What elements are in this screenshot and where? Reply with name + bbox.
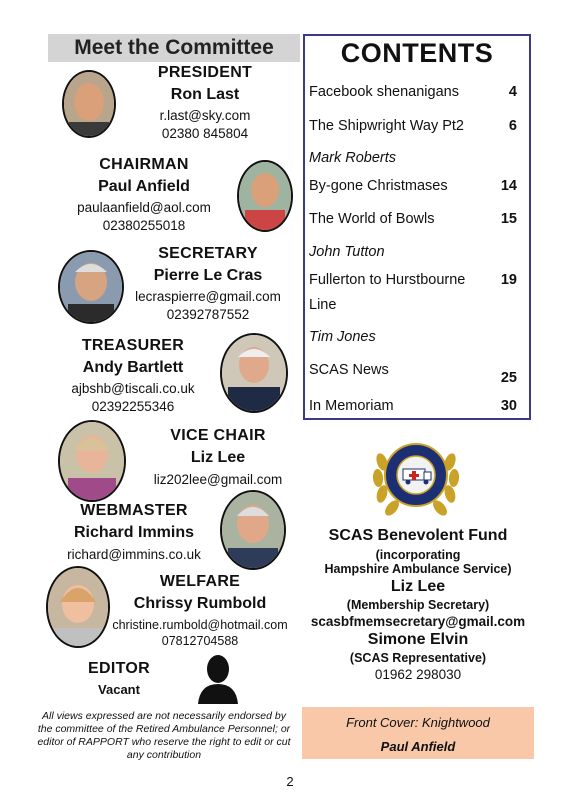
webmaster-role: WEBMASTER: [80, 502, 188, 519]
contents-box: [303, 34, 531, 420]
contents-item-title[interactable]: By-gone Christmases: [309, 178, 448, 194]
contents-item-title[interactable]: Fullerton to Hurstbourne: [309, 272, 466, 288]
chairman-email[interactable]: paulaanfield@aol.com: [77, 200, 211, 215]
benevolent-line1: (incorporating: [375, 548, 461, 562]
contents-item-page: 30: [500, 398, 517, 414]
treasurer-role: TREASURER: [81, 337, 185, 354]
secretary-email[interactable]: lecraspierre@gmail.com: [135, 289, 281, 304]
contents-item-title[interactable]: Facebook shenanigans: [309, 84, 459, 100]
president-email[interactable]: r.last@sky.com: [159, 108, 251, 123]
president-phone: 02380 845804: [161, 126, 249, 141]
contents-item-title[interactable]: The World of Bowls: [309, 211, 435, 227]
chairman-name: Paul Anfield: [98, 178, 190, 195]
benevolent-fund-block: [302, 527, 534, 682]
contents-item-title[interactable]: The Shipwright Way Pt2: [309, 118, 464, 134]
contents-item-author: Mark Roberts: [309, 150, 397, 166]
contents-item-page: 19: [500, 272, 517, 288]
front-cover-label: Front Cover: Knightwood: [346, 715, 490, 730]
webmaster-photo: [220, 490, 286, 570]
page-number: 2: [286, 774, 294, 789]
benevolent-role1: (Membership Secretary): [346, 598, 490, 612]
secretary-role: SECRETARY: [158, 245, 258, 262]
contents-item-page: 14: [500, 178, 517, 194]
contents-item-page: 6: [508, 118, 517, 134]
president-photo: [62, 70, 116, 138]
vice-chair-name: Liz Lee: [190, 449, 246, 466]
secretary-photo: [58, 250, 124, 324]
welfare-photo: [46, 566, 110, 648]
welfare-name: Chrissy Rumbold: [133, 595, 267, 612]
secretary-block: [130, 245, 286, 322]
welfare-block: [110, 573, 290, 648]
president-block: [140, 64, 270, 141]
chairman-role: CHAIRMAN: [99, 156, 189, 173]
benevolent-name1: Liz Lee: [390, 578, 446, 595]
benevolent-line2: Hampshire Ambulance Service): [324, 562, 512, 576]
chairman-photo: [237, 160, 293, 232]
editor-name: Vacant: [98, 682, 140, 697]
chairman-phone: 02380255018: [102, 218, 186, 233]
contents-item-author: Tim Jones: [309, 329, 376, 345]
treasurer-block: [56, 337, 210, 414]
editor-block: [72, 660, 166, 697]
secretary-name: Pierre Le Cras: [153, 267, 263, 284]
vice-chair-block: [150, 427, 286, 487]
benevolent-title: SCAS Benevolent Fund: [328, 527, 508, 544]
secretary-phone: 02392787552: [166, 307, 250, 322]
president-name: Ron Last: [170, 86, 240, 103]
contents-item-page: 25: [500, 370, 517, 386]
contents-item-page: 15: [500, 211, 517, 227]
treasurer-photo: [220, 333, 288, 413]
benevolent-email[interactable]: scasbfmemsecretary@gmail.com: [310, 614, 526, 629]
welfare-role: WELFARE: [159, 573, 241, 590]
disclaimer-text: All views expressed are not necessarily endorsed by the committee of the Retired Ambulance Personnel; or editor of RAPPORT who reserve the right to edit or cut any contribution: [37, 710, 291, 761]
benevolent-phone: 01962 298030: [374, 667, 462, 682]
treasurer-phone: 02392255346: [91, 399, 175, 414]
section-title: Meet the Committee: [48, 34, 300, 62]
vice-chair-role: VICE CHAIR: [170, 427, 266, 444]
front-cover-credit: Paul Anfield: [380, 739, 456, 754]
contents-item-title-cont: Line: [309, 297, 337, 313]
vice-chair-photo: [58, 420, 126, 502]
webmaster-email[interactable]: richard@immins.co.uk: [67, 547, 201, 562]
contents-title: CONTENTS: [340, 38, 494, 68]
welfare-phone: 07812704588: [161, 634, 239, 648]
contents-item-author: John Tutton: [309, 244, 385, 260]
welfare-email[interactable]: christine.rumbold@hotmail.com: [112, 618, 288, 632]
contents-item-page: 4: [508, 84, 517, 100]
vice-chair-email[interactable]: liz202lee@gmail.com: [153, 472, 283, 487]
webmaster-block: [60, 502, 208, 562]
treasurer-email[interactable]: ajbshb@tiscali.co.uk: [71, 381, 195, 396]
front-cover-box: [302, 707, 534, 759]
editor-role: EDITOR: [88, 660, 150, 677]
chairman-block: [66, 156, 222, 233]
contents-item-title[interactable]: In Memoriam: [309, 398, 394, 414]
rap-badge-logo: [368, 432, 464, 522]
president-role: PRESIDENT: [157, 64, 253, 81]
silhouette-icon: [196, 652, 240, 704]
benevolent-role2: (SCAS Representative): [349, 651, 487, 665]
treasurer-name: Andy Bartlett: [82, 359, 184, 376]
benevolent-name2: Simone Elvin: [367, 631, 469, 648]
webmaster-name: Richard Immins: [73, 524, 195, 541]
contents-item-title[interactable]: SCAS News: [309, 362, 389, 378]
